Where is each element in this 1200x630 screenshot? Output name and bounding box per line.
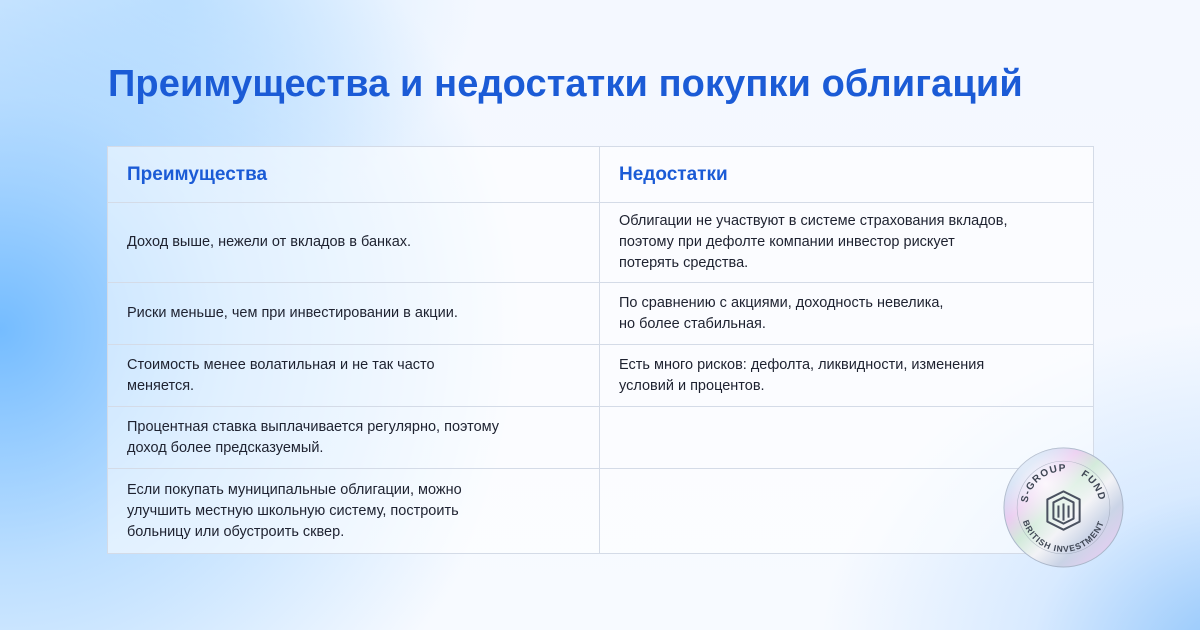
- page-title: Преимущества и недостатки покупки облигаций: [108, 63, 1023, 105]
- table-header-row: [108, 147, 1094, 203]
- header-advantages: Преимущества: [108, 147, 600, 203]
- seal-bottom-text: BRITISH INVESTMENT: [1020, 518, 1106, 555]
- table-row: [108, 283, 1094, 345]
- disadvantage-cell: По сравнению с акциями, доходность невелика, но более стабильная.: [600, 283, 1094, 345]
- advantage-cell: Риски меньше, чем при инвестировании в акции.: [108, 283, 600, 345]
- table-row: [108, 407, 1094, 469]
- advantage-cell: Если покупать муниципальные облигации, можно улучшить местную школьную систему, построить больницу или обустроить сквер.: [108, 469, 600, 554]
- table-row: [108, 203, 1094, 283]
- seal-top-text: S-GROUP: [1019, 463, 1067, 504]
- table-row: [108, 469, 1094, 554]
- table-row: [108, 345, 1094, 407]
- hologram-seal-icon: [1003, 447, 1124, 568]
- header-disadvantages: Недостатки: [600, 147, 1094, 203]
- advantage-cell: Доход выше, нежели от вкладов в банках.: [108, 203, 600, 283]
- advantage-cell: Процентная ставка выплачивается регулярно, поэтому доход более предсказуемый.: [108, 407, 600, 469]
- advantage-cell: Стоимость менее волатильная и не так часто меняется.: [108, 345, 600, 407]
- comparison-table: [107, 146, 1094, 554]
- disadvantage-cell: Облигации не участвуют в системе страхования вкладов, поэтому при дефолте компании инвестор рискует потерять средства.: [600, 203, 1094, 283]
- disadvantage-cell: Есть много рисков: дефолта, ликвидности, изменения условий и процентов.: [600, 345, 1094, 407]
- seal-right-text: FUND: [1079, 468, 1108, 503]
